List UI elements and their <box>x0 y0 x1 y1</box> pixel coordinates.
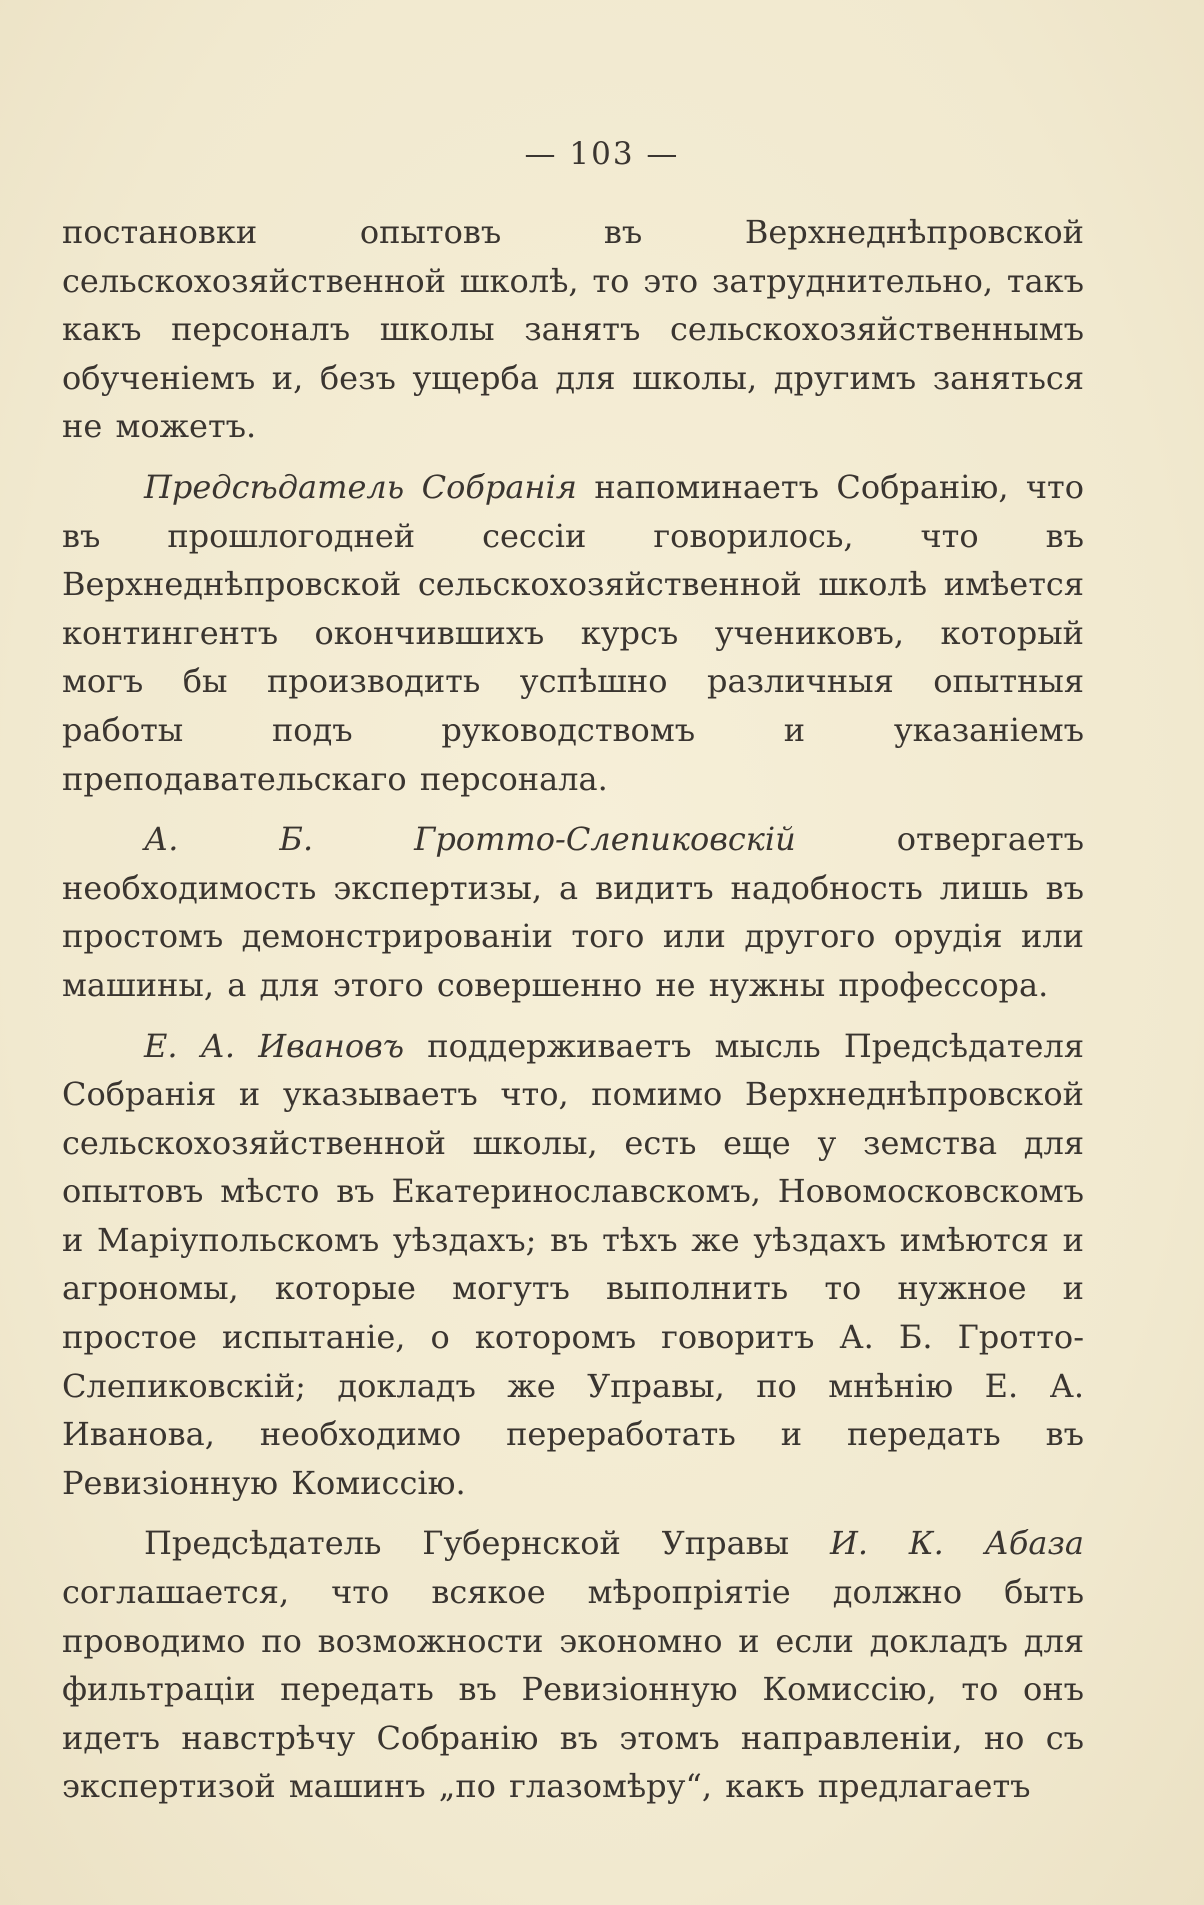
paragraph-text: поддерживаетъ мысль Предсѣдателя Собранія и указываетъ что, помимо Верхнеднѣпровской сельскохозяйственной школы, есть еще у земства для опытовъ мѣсто въ Екатеринославскомъ, Новомосковскомъ и Маріупольскомъ уѣздахъ; въ тѣхъ же уѣздахъ имѣются и агрономы, которые могутъ выполнить то нужное и простое испытаніе, о которомъ говоритъ А. Б. Гротто-Слепиковскій; докладъ же Управы, по мнѣнію Е. А. Иванова, необходимо переработать и передать въ Ревизіонную Комиссію. <box>62 1026 1085 1502</box>
paragraph-chairman <box>62 463 1084 803</box>
paragraph-text: отвергаетъ необходимость экспертизы, а видитъ надобность лишь въ простомъ демонстрированіи того или другого орудія или машины, а для этого совершенно не нужны профессора. <box>62 820 1085 1004</box>
paragraph-text: напоминаетъ Собранію, что въ прошлогодней сессіи говорилось, что въ Верхнеднѣпровской сельскохозяйственной школѣ имѣется контингентъ окончившихъ курсъ учениковъ, который могъ бы производить успѣшно различныя опытныя работы подъ руководствомъ и указаніемъ преподавательскаго персонала. <box>62 467 1085 798</box>
document-body <box>62 208 1084 1811</box>
speaker-name: И. К. Абаза <box>829 1524 1084 1563</box>
speaker-name: А. Б. Гротто-Слепиковскій <box>144 820 796 859</box>
speaker-name: Е. А. Ивановъ <box>144 1026 405 1065</box>
paragraph-prefix: Предсѣдатель Губернской Управы <box>144 1524 830 1563</box>
paragraph-text: соглашается, что всякое мѣропріятіе должно быть проводимо по возможности экономно и если докладъ для фильтраціи передать въ Ревизіонную Комиссію, то онъ идетъ навстрѣчу Собранію въ этомъ направленіи, но съ экспертизой машинъ „по глазомѣру“, какъ предлагаетъ <box>62 1573 1084 1806</box>
paragraph-text: постановки опытовъ въ Верхнеднѣпровской сельскохозяйственной школѣ, то это затруднительно, такъ какъ персоналъ школы занятъ сельскохозяйственнымъ обученіемъ и, безъ ущерба для школы, другимъ заняться не можетъ. <box>62 213 1084 446</box>
paragraph-abaza <box>62 1519 1084 1811</box>
paragraph-grotto-slepikovsky <box>62 815 1084 1009</box>
paragraph-ivanov <box>62 1022 1084 1508</box>
speaker-name: Предсѣдатель Собранія <box>144 467 577 506</box>
paragraph-continuation <box>62 208 1084 451</box>
page-number: — 103 — <box>524 136 680 172</box>
